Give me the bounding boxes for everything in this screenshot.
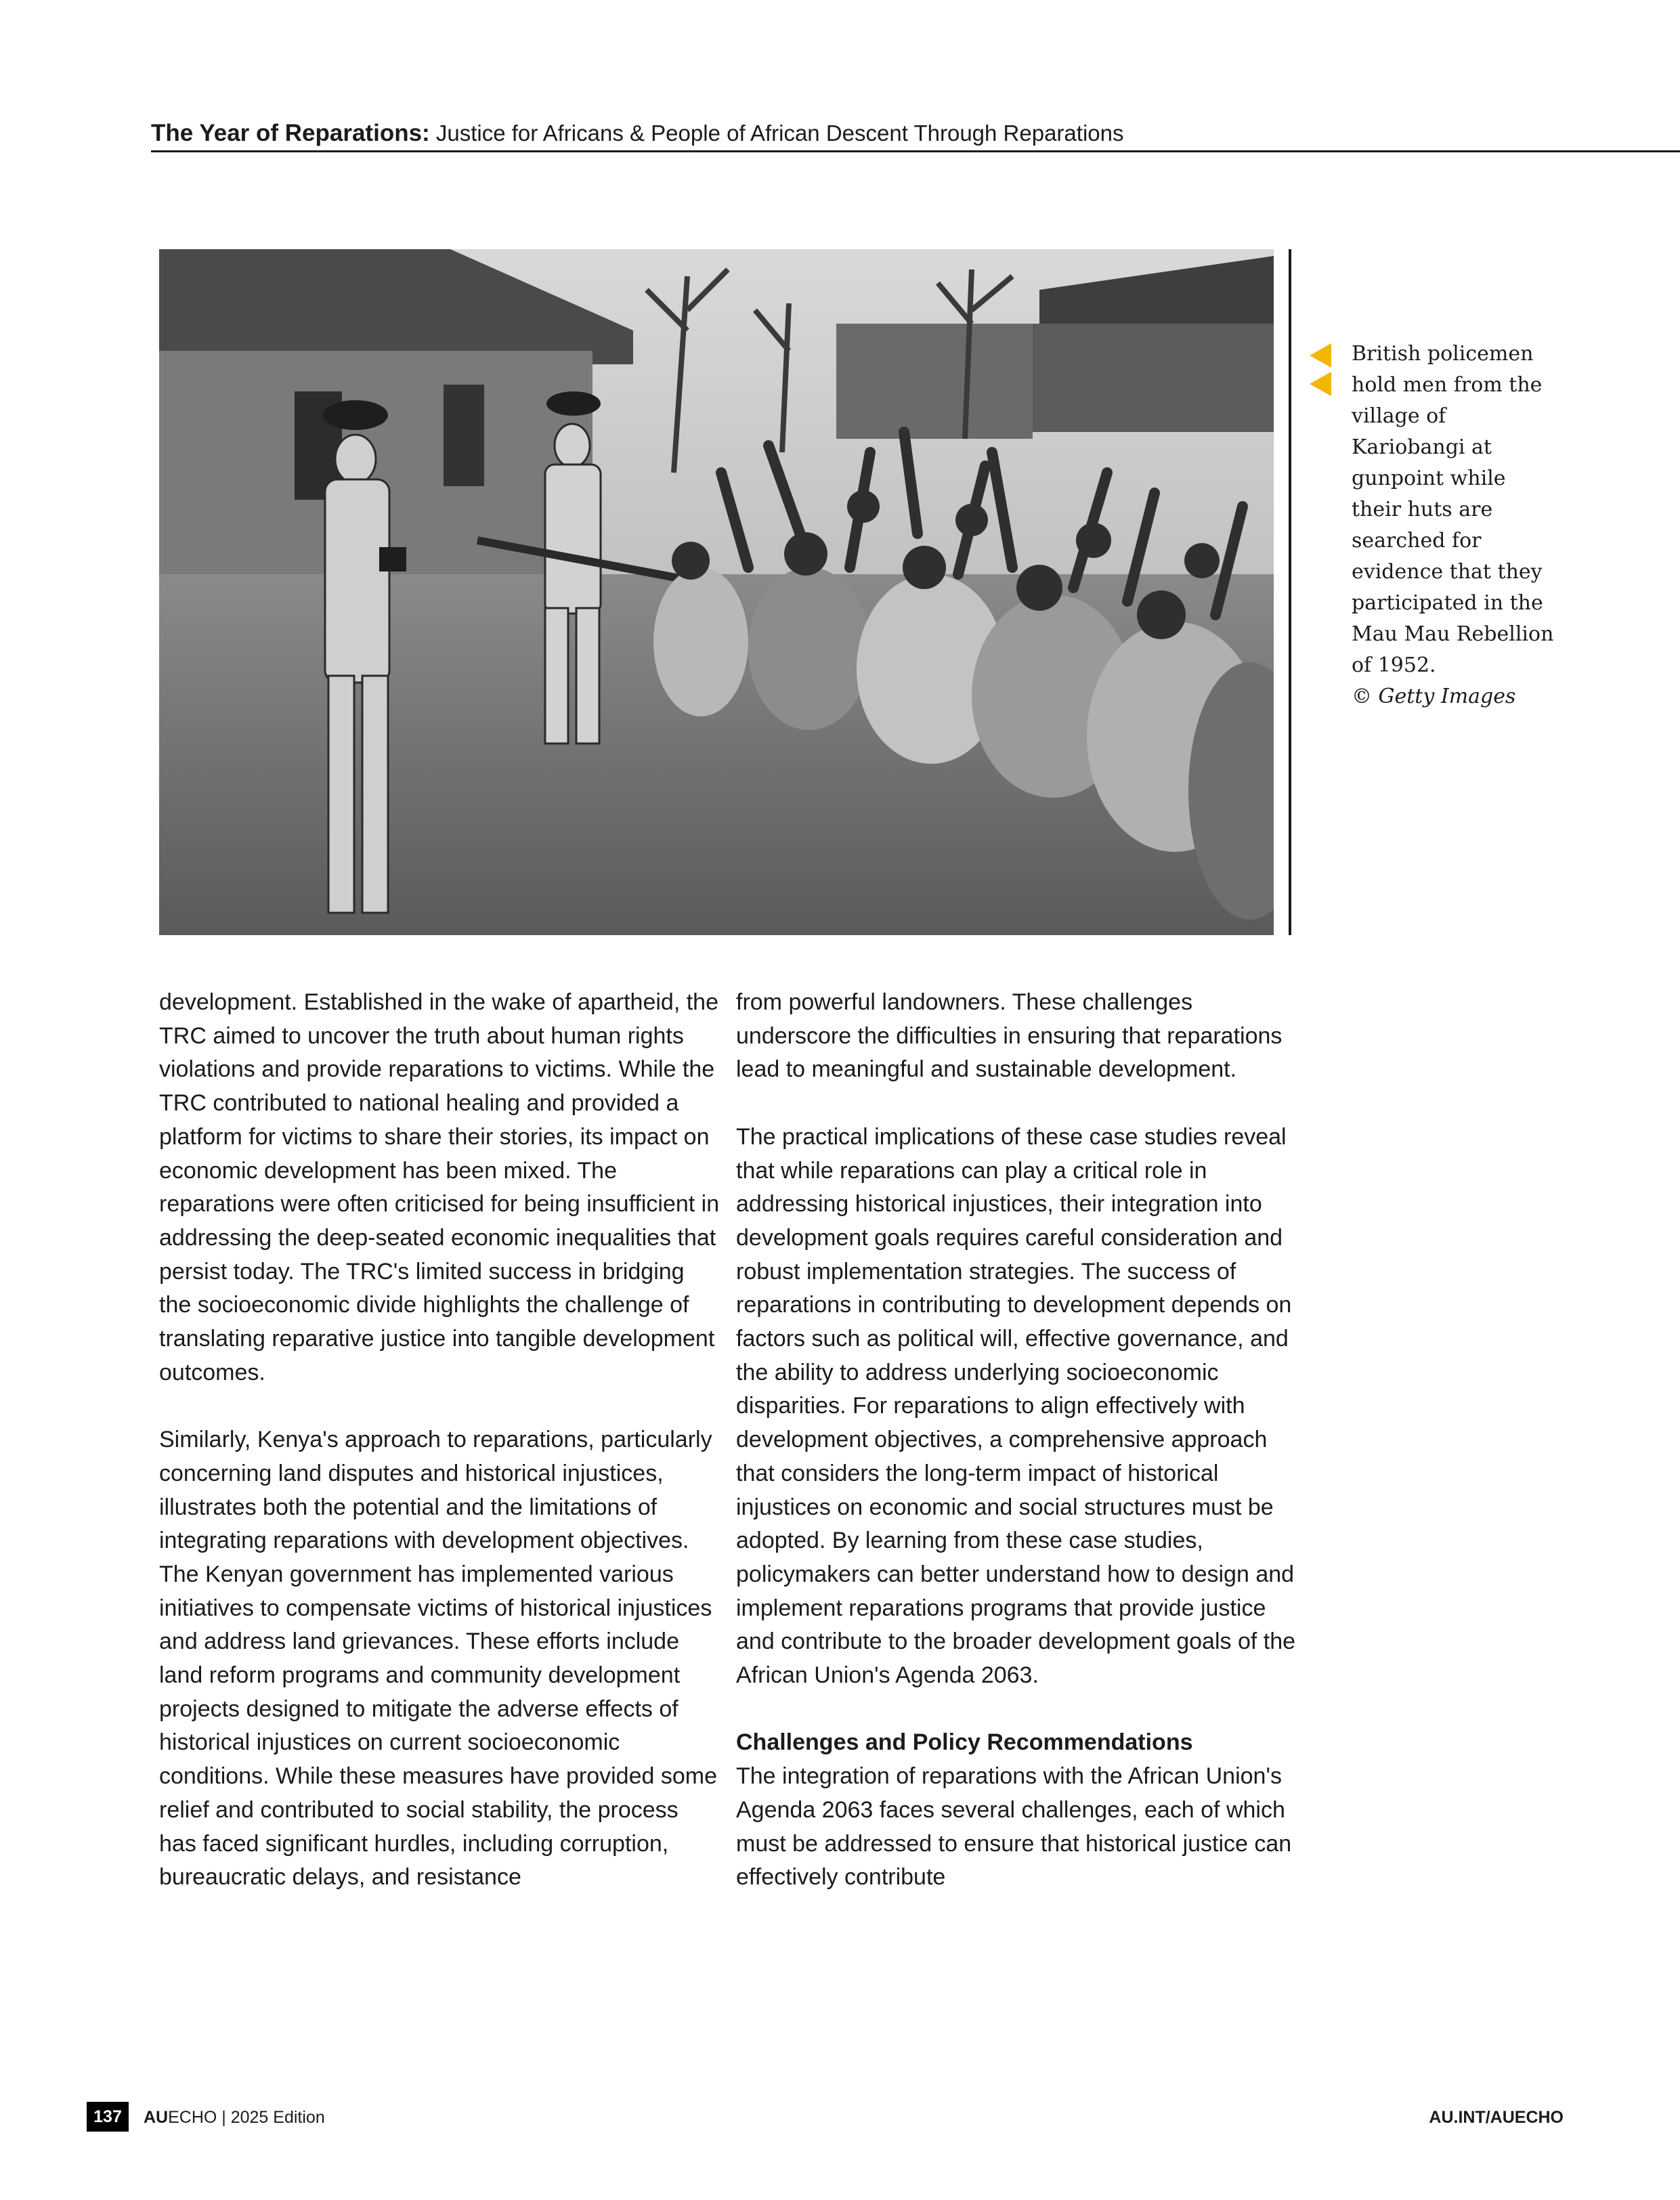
text-column-left xyxy=(159,986,721,1895)
running-header xyxy=(151,119,1680,153)
brand-rest: ECHO | 2025 Edition xyxy=(168,2108,325,2127)
historical-photo xyxy=(159,249,1274,935)
caption-arrows-icon xyxy=(1310,343,1334,404)
header-title-bold: The Year of Reparations: xyxy=(151,120,430,146)
photo-illustration xyxy=(159,249,1274,935)
header-rule xyxy=(151,150,1680,152)
body-paragraph: The practical implications of these case studies reveal that while reparations can play a critical role in addressing historical injustices, their integration into development goals requires careful consideration and robust implementation strategies. The success of reparations in contributing to development depends on factors such as political will, effective governance, and the ability to address underlying socioeconomic disparities. For reparations to align effectively with development objectives, a comprehensive approach that considers the long-term impact of historical injustices on economic and social structures must be adopted. By learning from these case studies, policymakers can better understand how to design and implement reparations programs that provide justice and contribute to the broader development goals of the African Union's Agenda 2063. xyxy=(736,1123,1296,1689)
section-block xyxy=(736,1726,1298,1895)
photo-caption xyxy=(1352,339,1555,712)
publication-name xyxy=(144,2106,325,2129)
body-paragraph: Similarly, Kenya's approach to reparations, particularly concerning land disputes and historical injustices, illustrates both the potential and the limitations of integrating reparations with development objectives. The Kenyan government has implemented various initiatives to compensate victims of historical injustices and address land grievances. These efforts include land reform programs and community development projects designed to mitigate the adverse effects of historical injustices on current socioeconomic conditions. While these measures have provided some relief and contributed to social stability, the process has faced significant hurdles, including corruption, bureaucratic delays, and resistance xyxy=(159,1427,717,1891)
text-column-right xyxy=(736,986,1298,1895)
caption-credit: © Getty Images xyxy=(1352,685,1516,708)
header-title-rest: Justice for Africans & People of African Descent Through Reparations xyxy=(435,121,1124,146)
brand-bold: AU xyxy=(144,2108,169,2127)
footer-url: AU.INT/AUECHO xyxy=(1429,2108,1564,2127)
caption-rule xyxy=(1289,249,1291,935)
caption-text: British policemen hold men from the village of Kariobangi at gunpoint while their huts are searched for evidence that they participated in the Mau Mau Rebellion of 1952. xyxy=(1352,342,1554,677)
section-subheading: Challenges and Policy Recommendations xyxy=(736,1729,1193,1756)
body-paragraph: from powerful landowners. These challenges underscore the difficulties in ensuring that reparations lead to meaningful and sustainable development. xyxy=(736,989,1283,1083)
body-paragraph: The integration of reparations with the African Union's Agenda 2063 faces several challenges, each of which must be addressed to ensure that historical justice can effectively contribute xyxy=(736,1763,1292,1891)
body-paragraph: development. Established in the wake of apartheid, the TRC aimed to uncover the truth about human rights violations and provide reparations to victims. While the TRC contributed to national healing and provided a platform for victims to share their stories, its impact on economic development has been mixed. The reparations were often criticised for being insufficient in addressing the deep-seated economic inequalities that persist today. The TRC's limited success in bridging the socioeconomic divide highlights the challenge of translating reparative justice into tangible development outcomes. xyxy=(159,989,720,1385)
page-number: 137 xyxy=(87,2102,129,2132)
